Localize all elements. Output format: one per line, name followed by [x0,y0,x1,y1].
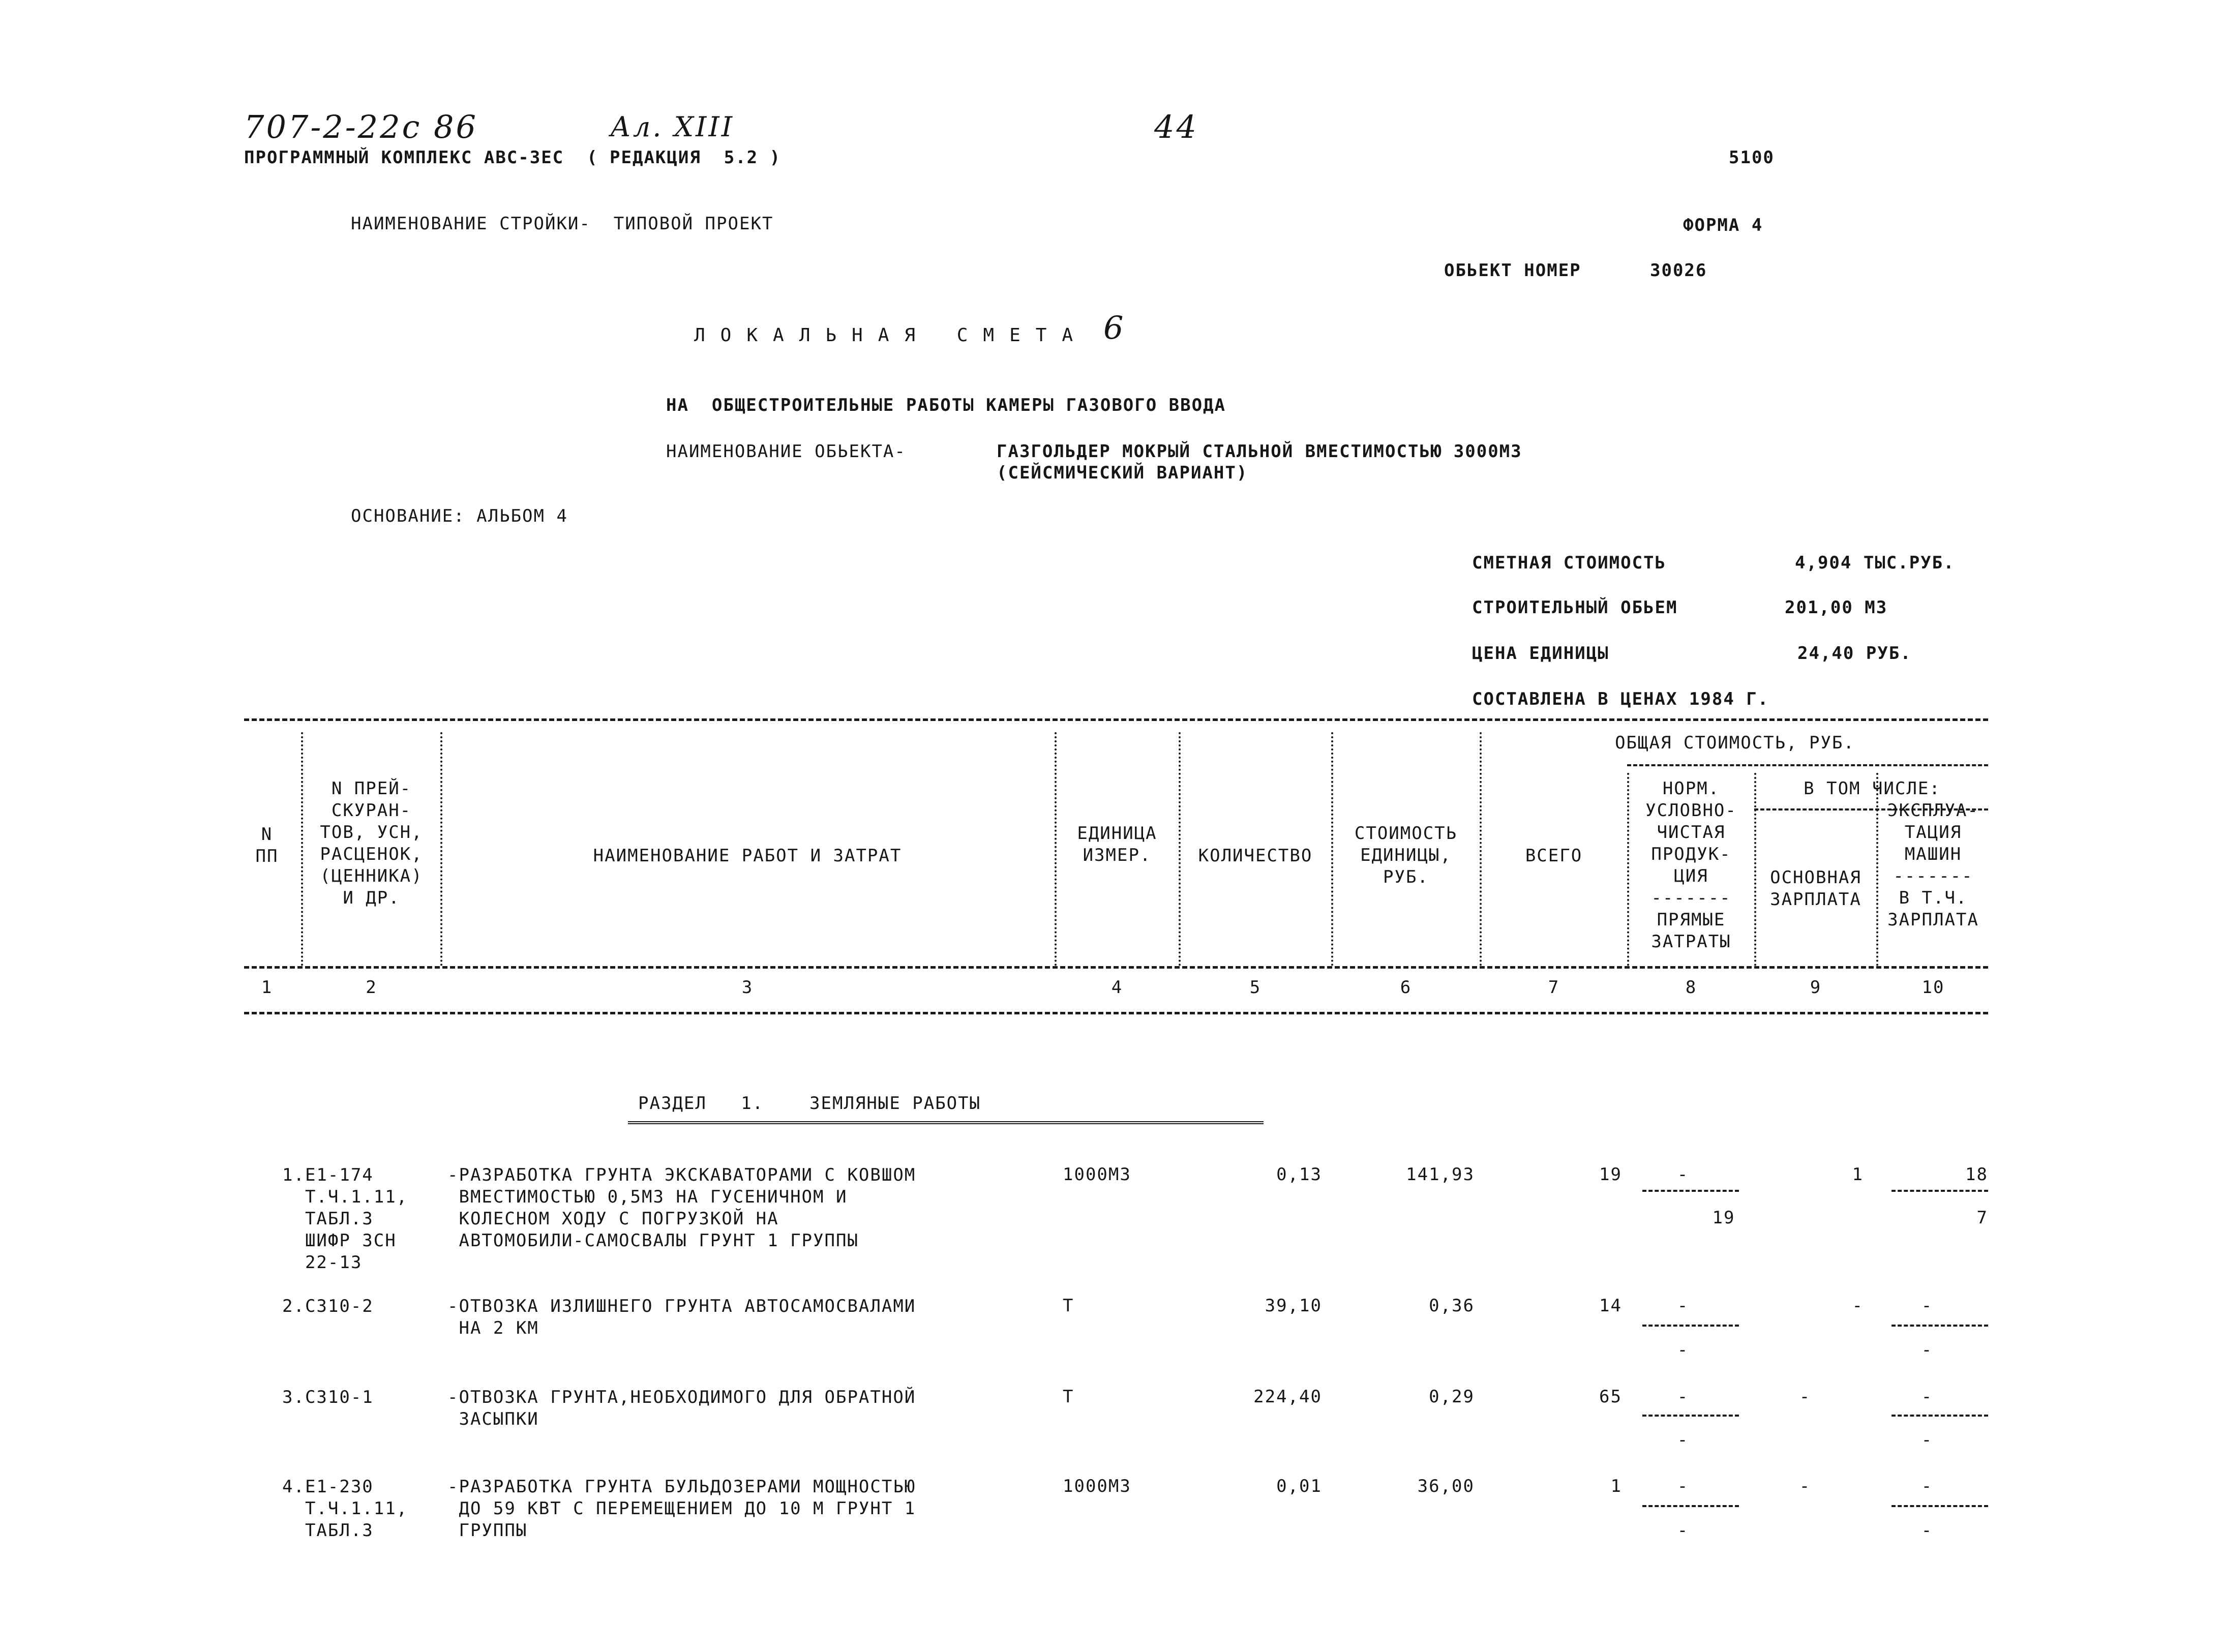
handwritten-album: Ал. XIII [610,111,735,143]
row3-total: 65 [1599,1387,1622,1407]
row2-wages: - [1852,1296,1864,1316]
row3-machines: - [1921,1387,1933,1407]
header-bottom-line [244,966,1988,969]
colnum-6: 6 [1400,977,1412,998]
works-description: НА ОБЩЕСТРОИТЕЛЬНЫЕ РАБОТЫ КАМЕРЫ ГАЗОВОГО ВВОДА [666,395,1226,415]
row1-machines: 18 [1965,1164,1988,1185]
row4-quantity: 0,01 [1276,1476,1322,1496]
row3-code: 3.С310-1 [282,1387,374,1407]
colnum-8: 8 [1685,977,1697,998]
row2-unit-cost: 0,36 [1429,1296,1475,1316]
row2-total: 14 [1599,1296,1622,1316]
row4-unit: 1000М3 [1063,1476,1131,1496]
colnum-3: 3 [741,977,754,998]
row3-direct-costs: - [1677,1430,1689,1450]
handwritten-sheet-number: 6 [1103,309,1126,346]
row1-unit: 1000М3 [1063,1164,1131,1185]
col-sep-1 [301,732,303,966]
header-code: 5100 [1729,147,1775,168]
row4-code: 4.Е1-230 Т.Ч.1.11, ТАБЛ.3 [282,1477,408,1541]
row4-machines-wages: - [1921,1520,1933,1541]
colnum-1: 1 [261,977,273,998]
row4-direct-costs: - [1677,1520,1689,1541]
row3-name: -ОТВОЗКА ГРУНТА,НЕОБХОДИМОГО ДЛЯ ОБРАТНОЙ ЗАСЫПКИ [447,1387,916,1429]
colnum-2: 2 [366,977,377,998]
row2-direct-costs: - [1677,1340,1689,1360]
header-col-nucp: НОРМ. УСЛОВНО- ЧИСТАЯ ПРОДУК- ЦИЯ ------- ПРЯМЫЕ ЗАТРАТЫ [1645,778,1737,952]
row1-nucp: - [1677,1164,1689,1185]
estimated-cost-value: 4,904 ТЫС.РУБ. [1795,553,1955,573]
page-title: ЛОКАЛЬНАЯ СМЕТА [694,325,1089,346]
prices-note: СОСТАВЛЕНА В ЦЕНАХ 1984 Г. [1472,689,1769,709]
row4-nucp: - [1677,1476,1689,1496]
row1-name: -РАЗРАБОТКА ГРУНТА ЭКСКАВАТОРАМИ С КОВШОМ ВМЕСТИМОСТЬЮ 0,5М3 НА ГУСЕНИЧНОМ И КОЛЕСНОМ ХОДУ С ПОГРУЗКОЙ НА АВТОМОБИЛИ-САМОСВАЛЫ ГРУНТ 1 ГРУППЫ [447,1165,916,1251]
row1-total: 19 [1599,1164,1622,1185]
basis: ОСНОВАНИЕ: АЛЬБОМ 4 [351,506,568,526]
header-col-work-name: НАИМЕНОВАНИЕ РАБОТ И ЗАТРАТ [593,846,902,866]
row2-unit: Т [1063,1296,1074,1316]
row2-machines-wages: - [1921,1340,1933,1360]
row3-machines-divider [1891,1415,1988,1417]
object-name-line-2: (СЕЙСМИЧЕСКИЙ ВАРИАНТ) [997,463,1248,483]
header-col-price-ref: N ПРЕЙ- СКУРАН- ТОВ, УСН, РАСЦЕНОК, (ЦЕННИКА) И ДР. [320,778,423,908]
row2-machines: - [1921,1296,1933,1316]
unit-price-value: 24,40 РУБ. [1797,643,1912,664]
object-number-label: ОБЬЕКТ НОМЕР [1444,260,1581,281]
colnum-4: 4 [1111,977,1123,998]
estimated-cost-label: СМЕТНАЯ СТОИМОСТЬ [1472,553,1666,573]
row4-unit-cost: 36,00 [1417,1476,1475,1496]
table-top-line [244,718,1988,721]
row3-nucp-divider [1642,1415,1739,1417]
header-incl: В ТОМ ЧИСЛЕ: [1804,778,1941,799]
row4-machines-divider [1891,1505,1988,1507]
handwritten-page-number: 44 [1154,108,1198,145]
row3-wages: - [1799,1387,1811,1407]
header-col-wages: ОСНОВНАЯ ЗАРПЛАТА [1770,867,1861,910]
header-col-quantity: КОЛИЧЕСТВО [1198,846,1313,866]
header-col-total: ВСЕГО [1525,846,1583,866]
header-col-machines: ЭКСПЛУА- ТАЦИЯ МАШИН ------- В Т.Ч. ЗАРПЛАТА [1887,800,1979,930]
row1-code: 1.Е1-174 Т.Ч.1.11, ТАБЛ.3 ШИФР ЗСН 22-13 [282,1165,408,1273]
row2-quantity: 39,10 [1265,1296,1322,1316]
row1-machines-divider [1891,1190,1988,1192]
header-total-group: ОБЩАЯ СТОИМОСТЬ, РУБ. [1615,733,1855,753]
unit-price-label: ЦЕНА ЕДИНИЦЫ [1472,643,1609,664]
construction-name: НАИМЕНОВАНИЕ СТРОЙКИ- ТИПОВОЙ ПРОЕКТ [351,214,774,234]
row3-quantity: 224,40 [1253,1387,1322,1407]
total-group-underline [1627,764,1988,766]
row1-direct-costs: 19 [1712,1208,1735,1228]
colnum-5: 5 [1249,977,1262,998]
row1-quantity: 0,13 [1276,1164,1322,1185]
colnum-10: 10 [1921,977,1945,998]
form-label: ФОРМА 4 [1683,215,1763,235]
program-name: ПРОГРАММНЫЙ КОМПЛЕКС АВС-3ЕС ( РЕДАКЦИЯ 5.2 ) [244,147,782,168]
colnum-7: 7 [1548,977,1560,998]
section-title: РАЗДЕЛ 1. ЗЕМЛЯНЫЕ РАБОТЫ [638,1093,981,1114]
object-number: 30026 [1650,260,1707,281]
volume-value: 201,00 М3 [1785,597,1888,618]
row1-wages: 1 [1852,1164,1864,1185]
colnum-9: 9 [1810,977,1822,998]
row4-wages: - [1799,1476,1811,1496]
object-name-line-1: ГАЗГОЛЬДЕР МОКРЫЙ СТАЛЬНОЙ ВМЕСТИМОСТЬЮ 3000М3 [997,441,1522,462]
row3-unit: Т [1063,1387,1074,1407]
row4-machines: - [1921,1476,1933,1496]
row2-nucp: - [1677,1296,1689,1316]
header-col-unit-cost: СТОИМОСТЬ ЕДИНИЦЫ, РУБ. [1354,823,1458,887]
row4-total: 1 [1610,1476,1622,1496]
row2-nucp-divider [1642,1325,1739,1327]
row1-nucp-divider [1642,1190,1739,1192]
header-col-npp: N ПП [255,824,279,866]
row2-machines-divider [1891,1325,1988,1327]
section-underline [628,1121,1264,1124]
row1-unit-cost: 141,93 [1406,1164,1475,1185]
numbers-bottom-line [244,1012,1988,1014]
row2-code: 2.С310-2 [282,1296,374,1316]
row4-name: -РАЗРАБОТКА ГРУНТА БУЛЬДОЗЕРАМИ МОЩНОСТЬЮ ДО 59 КВТ С ПЕРЕМЕЩЕНИЕМ ДО 10 М ГРУНТ 1 ГРУППЫ [447,1477,916,1541]
row2-name: -ОТВОЗКА ИЗЛИШНЕГО ГРУНТА АВТОСАМОСВАЛАМИ НА 2 КМ [447,1296,916,1338]
object-name-label: НАИМЕНОВАНИЕ ОБЬЕКТА- [666,441,906,462]
row3-unit-cost: 0,29 [1429,1387,1475,1407]
header-col-unit: ЕДИНИЦА ИЗМЕР. [1077,823,1157,865]
volume-label: СТРОИТЕЛЬНЫЙ ОБЬЕМ [1472,597,1678,618]
row3-machines-wages: - [1921,1430,1933,1450]
row4-nucp-divider [1642,1505,1739,1507]
row3-nucp: - [1677,1387,1689,1407]
row1-machines-wages: 7 [1976,1208,1988,1228]
handwritten-doc-code: 707-2-22с 86 [244,108,478,145]
